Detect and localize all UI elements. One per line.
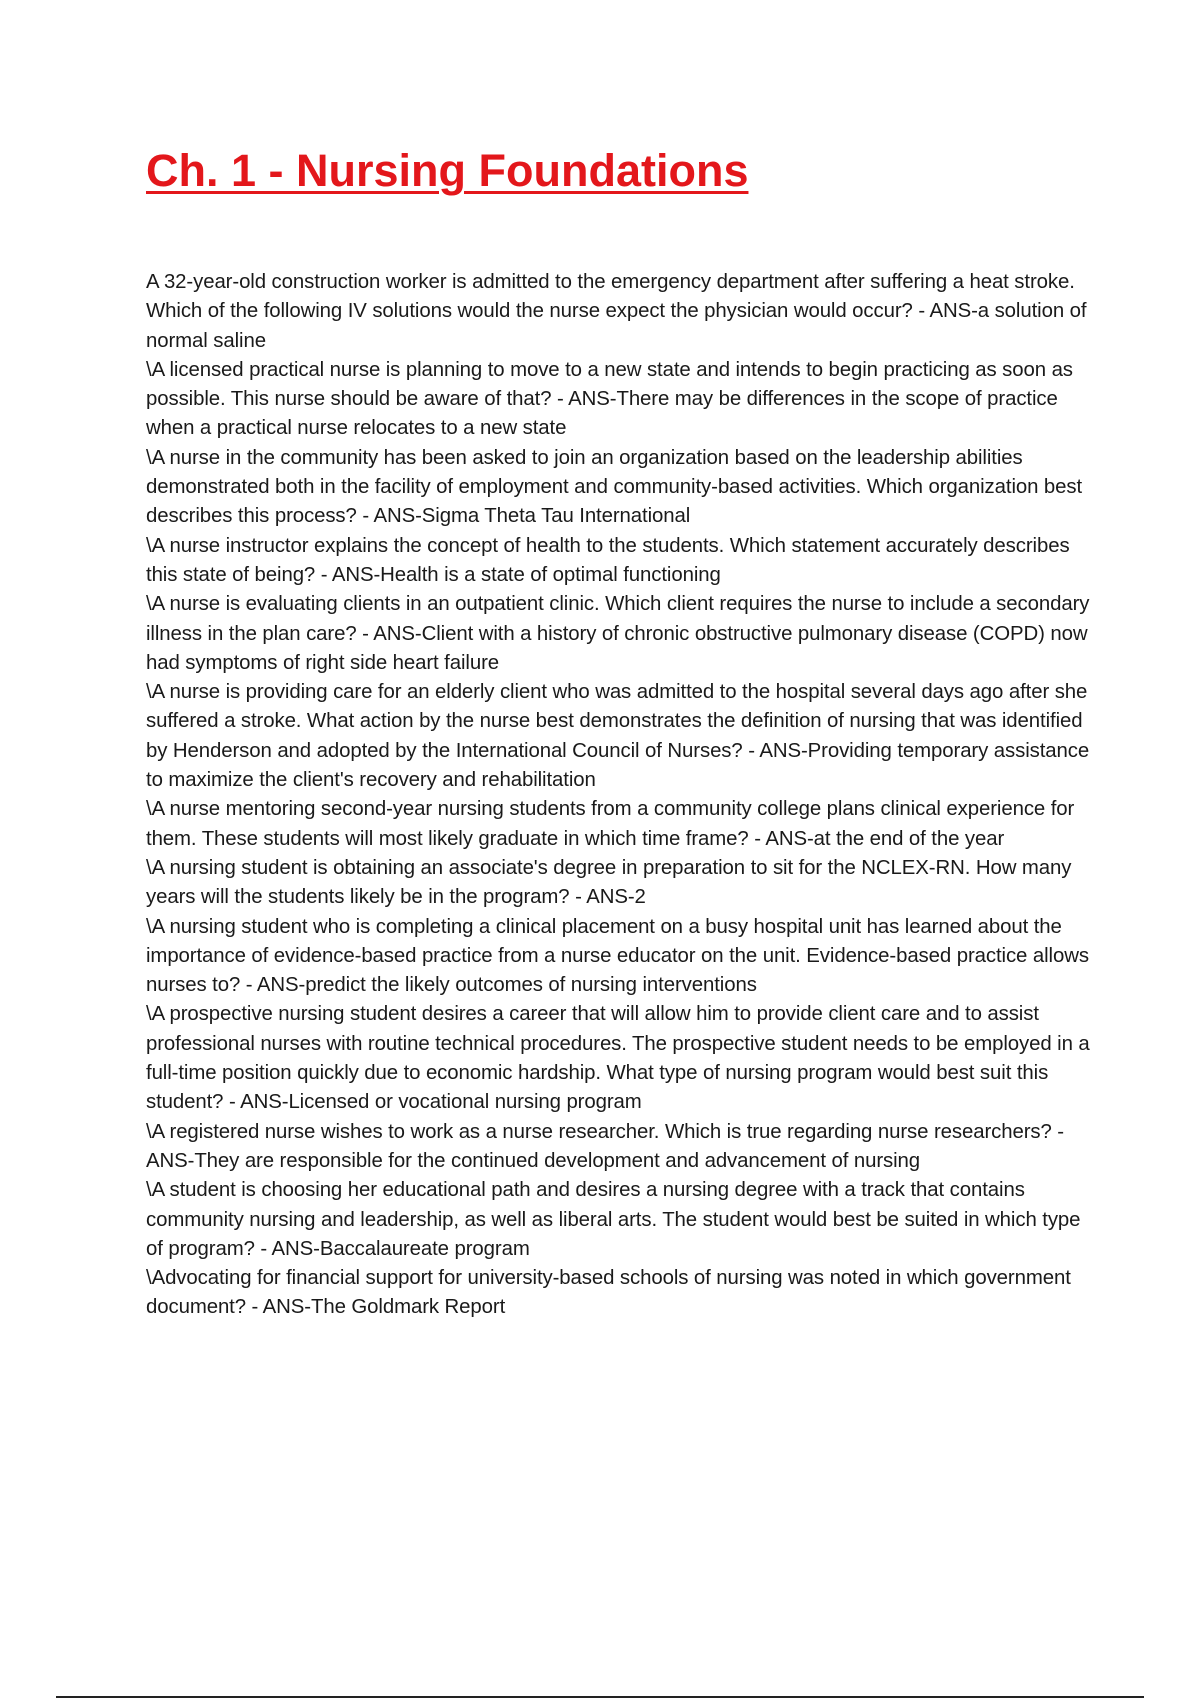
qa-entry: \A nurse mentoring second-year nursing students from a community college plans clinical experience for them. These students will most likely graduate in which time frame? - ANS-at the end of the year: [146, 798, 1075, 850]
page-bottom-rule: [56, 1696, 1144, 1698]
qa-entry: \A nurse in the community has been asked to join an organization based on the leadership abilities demonstrated both in the facility of employment and community-based activities. Which organization best describes this process? - ANS-Sigma Theta Tau International: [146, 446, 1083, 528]
qa-entry: \A student is choosing her educational path and desires a nursing degree with a track that contains community nursing and leadership, as well as liberal arts. The student would best be suited in which type of program? - ANS-Baccalaureate program: [146, 1179, 1081, 1260]
qa-list: [146, 268, 1091, 1323]
qa-entry: \Advocating for financial support for university-based schools of nursing was noted in which government document? - ANS-The Goldmark Report: [146, 1267, 1071, 1319]
qa-entry: \A licensed practical nurse is planning to move to a new state and intends to begin practicing as soon as possible. This nurse should be aware of that? - ANS-There may be differences in the scope of practice when a practical nurse relocates to a new state: [146, 358, 1073, 440]
page-title: Ch. 1 - Nursing Foundations: [146, 145, 749, 196]
qa-entry: \A nursing student is obtaining an associate's degree in preparation to sit for the NCLEX-RN. How many years will the students likely be in the program? - ANS-2: [146, 856, 1072, 909]
qa-entry: \A nurse instructor explains the concept of health to the students. Which statement accurately describes this state of being? - ANS-Health is a state of optimal functioning: [146, 534, 1070, 586]
qa-entry: \A prospective nursing student desires a career that will allow him to provide client care and to assist professional nurses with routine technical procedures. The prospective student needs to be employed in a full-time position quickly due to economic hardship. What type of nursing program would best suit this student? - ANS-Licensed or vocational nursing program: [146, 1003, 1090, 1114]
qa-entry: A 32-year-old construction worker is admitted to the emergency department after suffering a heat stroke. Which of the following IV solutions would the nurse expect the physician would occur? - ANS-a solution of normal saline: [146, 271, 1087, 352]
qa-entry: \A nurse is evaluating clients in an outpatient clinic. Which client requires the nurse to include a secondary illness in the plan care? - ANS-Client with a history of chronic obstructive pulmonary disease (COPD) now had symptoms of right side heart failure: [146, 593, 1090, 674]
qa-entry: \A registered nurse wishes to work as a nurse researcher. Which is true regarding nurse researchers? - ANS-They are responsible for the continued development and advancement of nursing: [146, 1120, 1064, 1172]
qa-entry: \A nurse is providing care for an elderly client who was admitted to the hospital several days ago after she suffered a stroke. What action by the nurse best demonstrates the definition of nursing that was identified by Henderson and adopted by the International Council of Nurses? - ANS-Providing temporary assistance to maximize the client's recovery and rehabilitation: [146, 681, 1090, 792]
qa-entry: \A nursing student who is completing a clinical placement on a busy hospital unit has learned about the importance of evidence-based practice from a nurse educator on the unit. Evidence-based practice allows nurses to? - ANS-predict the likely outcomes of nursing interventions: [146, 915, 1089, 997]
